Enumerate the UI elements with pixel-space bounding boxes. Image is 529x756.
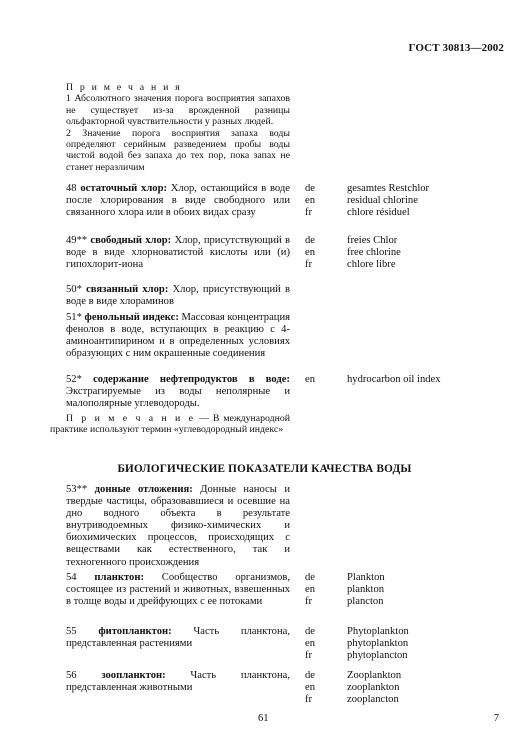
standard-header: ГОСТ 30813—2002 <box>408 42 504 54</box>
note-item-1: 1 Абсолютного значения порога восприятия запахов не существует из-за врожденной разницы ольфакторной чувствительности у разных людей. <box>66 93 290 128</box>
note-block <box>66 82 290 173</box>
translations-54: de Plankton en plankton fr plancton <box>305 572 385 608</box>
term-55: 55 фитопланктон: Часть планктона, представленная растениями <box>66 626 290 650</box>
section-title: БИОЛОГИЧЕСКИЕ ПОКАЗАТЕЛИ КАЧЕСТВА ВОДЫ <box>117 463 412 475</box>
term-51: 51* фенольный индекс: Массовая концентрация фенолов в воде, вступающих в реакцию с 4-аминоантипирином и в определенных условиях образующих с ним окрашенные соединения <box>66 312 291 360</box>
page-number: 61 <box>258 713 269 724</box>
term-54: 54 планктон: Сообщество организмов, состоящее из растений и животных, взвешенных в толще воды и дрейфующих с ее потоками <box>66 572 291 608</box>
translations-49: de freies Chlor en free chlorine fr chlore libre <box>305 235 401 271</box>
term-56: 56 зоопланктон: Часть планктона, представленная животными <box>66 670 290 694</box>
note-international: П р и м е ч а н и е — В международной практике используют термин «углеводородный индекс» <box>50 413 291 436</box>
translations-52: en hydrocarbon oil index <box>305 374 441 385</box>
note-title: П р и м е ч а н и я <box>66 82 182 93</box>
term-48: 48 остаточный хлор: Хлор, остающийся в воде после хлорирования в виде свободного или связанного хлора или в обоих видах сразу <box>66 183 290 219</box>
note-item-2: 2 Значение порога восприятия запаха воды определяют серийным разведением пробы воды чистой водой без запаха до тех пор, пока запах не станет неразличим <box>66 127 290 173</box>
term-52: 52* содержание нефтепродуктов в воде: Экстрагируемые из воды неполярные и малополярные углеводороды. <box>66 374 290 410</box>
page-number-right: 7 <box>493 713 499 724</box>
term-50: 50* связанный хлор: Хлор, присутствующий в воде в виде хлораминов <box>66 284 290 308</box>
translations-55: de Phytoplankton en phytoplankton fr phytoplancton <box>305 626 409 662</box>
term-49: 49** свободный хлор: Хлор, присутствующий в воде в виде хлорноватистой кислоты или (и) гипохлорит-иона <box>66 235 290 271</box>
translations-48: de gesamtes Restchlor en residual chlorine fr chlore résiduel <box>305 183 430 219</box>
translations-56: de Zooplankton en zooplankton fr zooplancton <box>305 670 402 706</box>
term-name: остаточный хлор: <box>80 183 167 194</box>
term-53: 53** донные отложения: Донные наносы и твердые частицы, образовавшиеся и осевшие на дно водного объекта в результате внутриводоемных физико-химических и биохимических процессов, происходящих с веществами как естественного, так и техногенного происхождения <box>66 484 290 568</box>
